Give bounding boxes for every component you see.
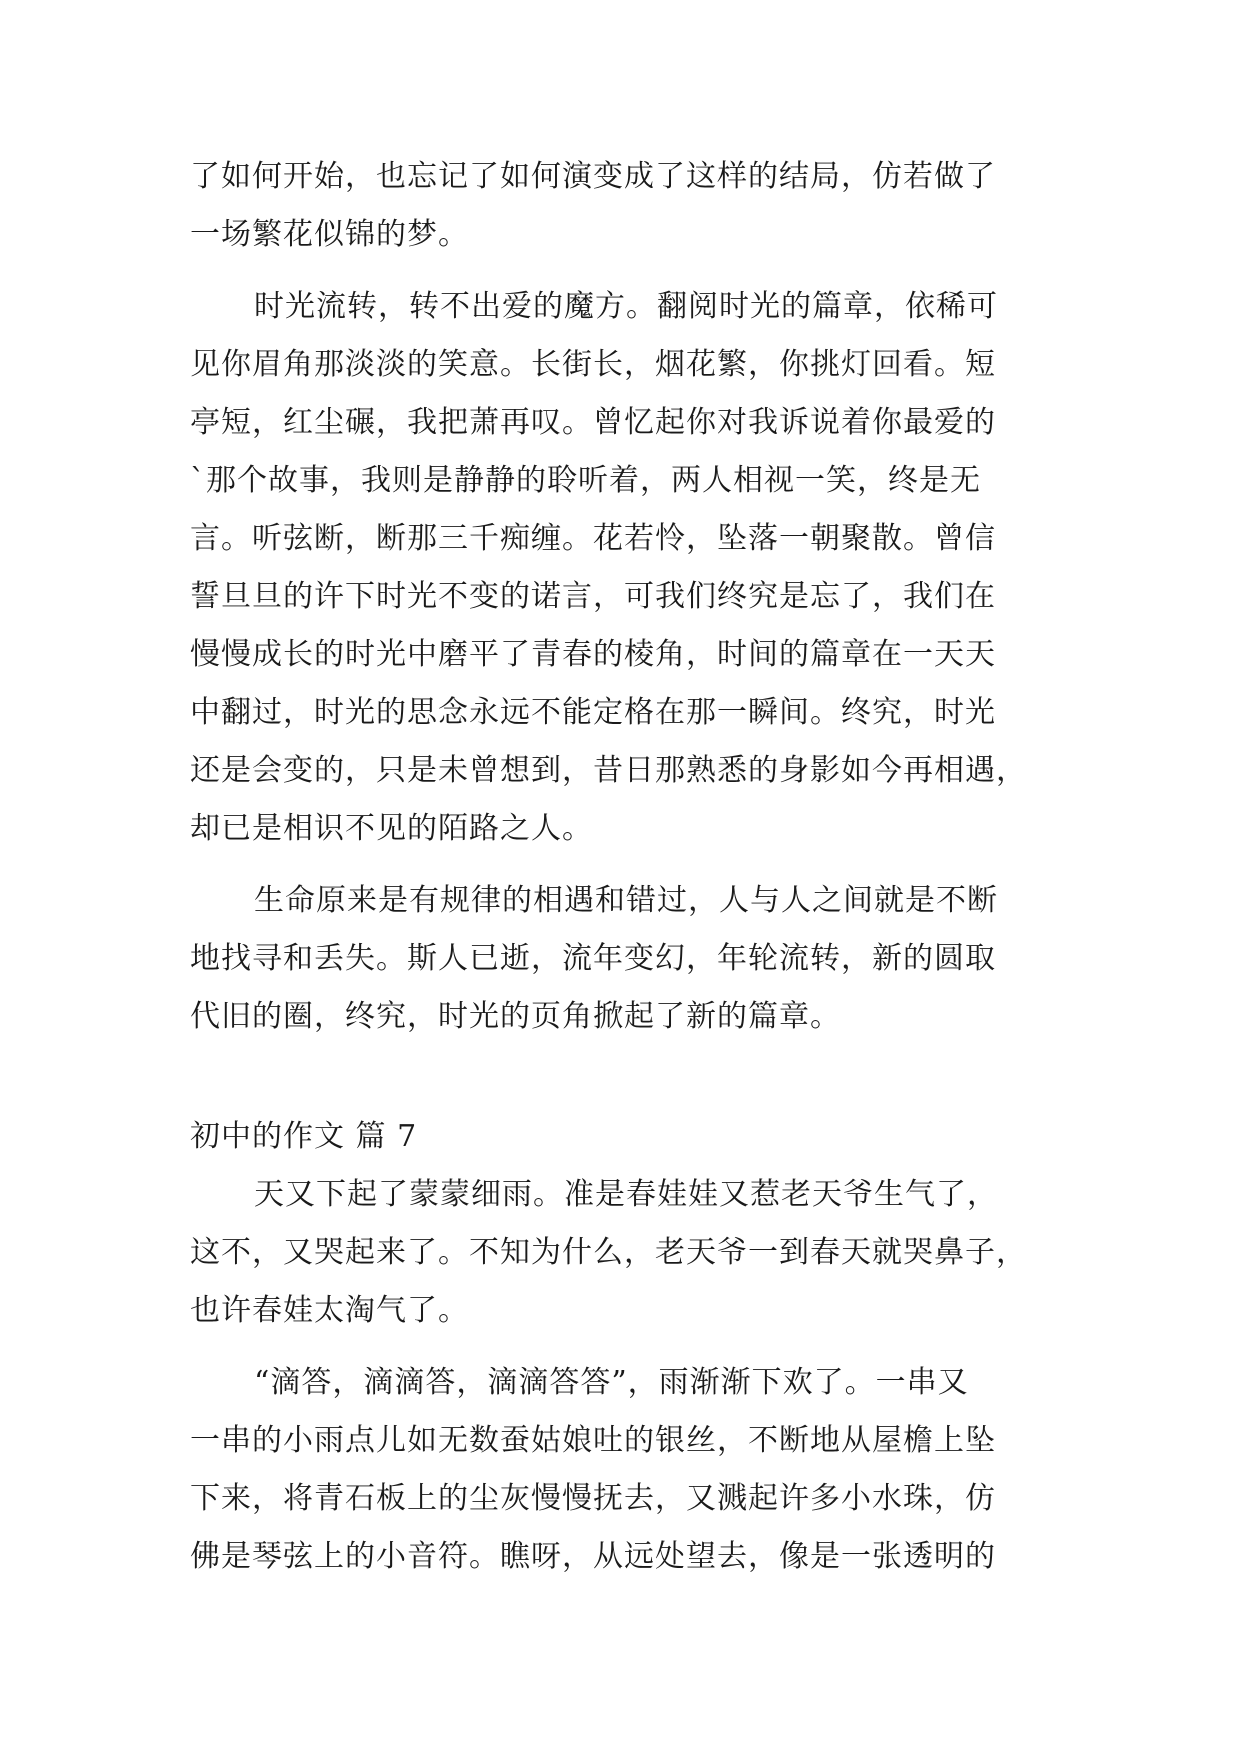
text-line: 佛是琴弦上的小音符。瞧呀，从远处望去，像是一张透明的 <box>190 1539 996 1574</box>
text-line: 时光流转，转不出爱的魔方。翻阅时光的篇章，依稀可 <box>254 289 998 324</box>
text-line: 慢慢成长的时光中磨平了青春的棱角，时间的篇章在一天天 <box>190 637 996 672</box>
text-line: 天又下起了蒙蒙细雨。准是春娃娃又惹老天爷生气了， <box>254 1177 998 1212</box>
text-line: 亭短，红尘碾，我把萧再叹。曾忆起你对我诉说着你最爱的 <box>190 405 996 440</box>
text-line: 言。听弦断，断那三千痴缠。花若怜，坠落一朝聚散。曾信 <box>190 521 996 556</box>
text-line: 还是会变的，只是未曾想到，昔日那熟悉的身影如今再相遇， <box>190 753 1027 788</box>
text-line: 下来，将青石板上的尘灰慢慢抚去，又溅起许多小水珠，仿 <box>190 1481 996 1516</box>
text-line: 见你眉角那淡淡的笑意。长街长，烟花繁，你挑灯回看。短 <box>190 347 996 382</box>
paragraph <box>190 278 1052 858</box>
text-line: “滴答，滴滴答，滴滴答答”，雨渐渐下欢了。一串又 <box>254 1365 969 1400</box>
text-line: `那个故事，我则是静静的聆听着，两人相视一笑，终是无 <box>190 463 981 498</box>
text-line: 地找寻和丢失。斯人已逝，流年变幻，年轮流转，新的圆取 <box>190 941 996 976</box>
paragraph <box>190 1166 1052 1340</box>
text-line: 代旧的圈，终究，时光的页角掀起了新的篇章。 <box>190 999 841 1034</box>
paragraph <box>190 148 1052 264</box>
text-line: 这不，又哭起来了。不知为什么，老天爷一到春天就哭鼻子， <box>190 1235 1027 1270</box>
document-page <box>190 148 1052 1586</box>
text-line: 一串的小雨点儿如无数蚕姑娘吐的银丝，不断地从屋檐上坠 <box>190 1423 996 1458</box>
text-line: 生命原来是有规律的相遇和错过，人与人之间就是不断 <box>254 883 998 918</box>
paragraph <box>190 872 1052 1046</box>
text-line: 一场繁花似锦的梦。 <box>190 217 469 252</box>
text-line: 却已是相识不见的陌路之人。 <box>190 811 593 846</box>
text-line: 中翻过，时光的思念永远不能定格在那一瞬间。终究，时光 <box>190 695 996 730</box>
section-title: 初中的作文 篇 7 <box>190 1119 418 1154</box>
text-line: 也许春娃太淘气了。 <box>190 1293 469 1328</box>
paragraph <box>190 1354 1052 1586</box>
text-line: 誓旦旦的许下时光不变的诺言，可我们终究是忘了，我们在 <box>190 579 996 614</box>
text-line: 了如何开始，也忘记了如何演变成了这样的结局，仿若做了 <box>190 159 996 194</box>
